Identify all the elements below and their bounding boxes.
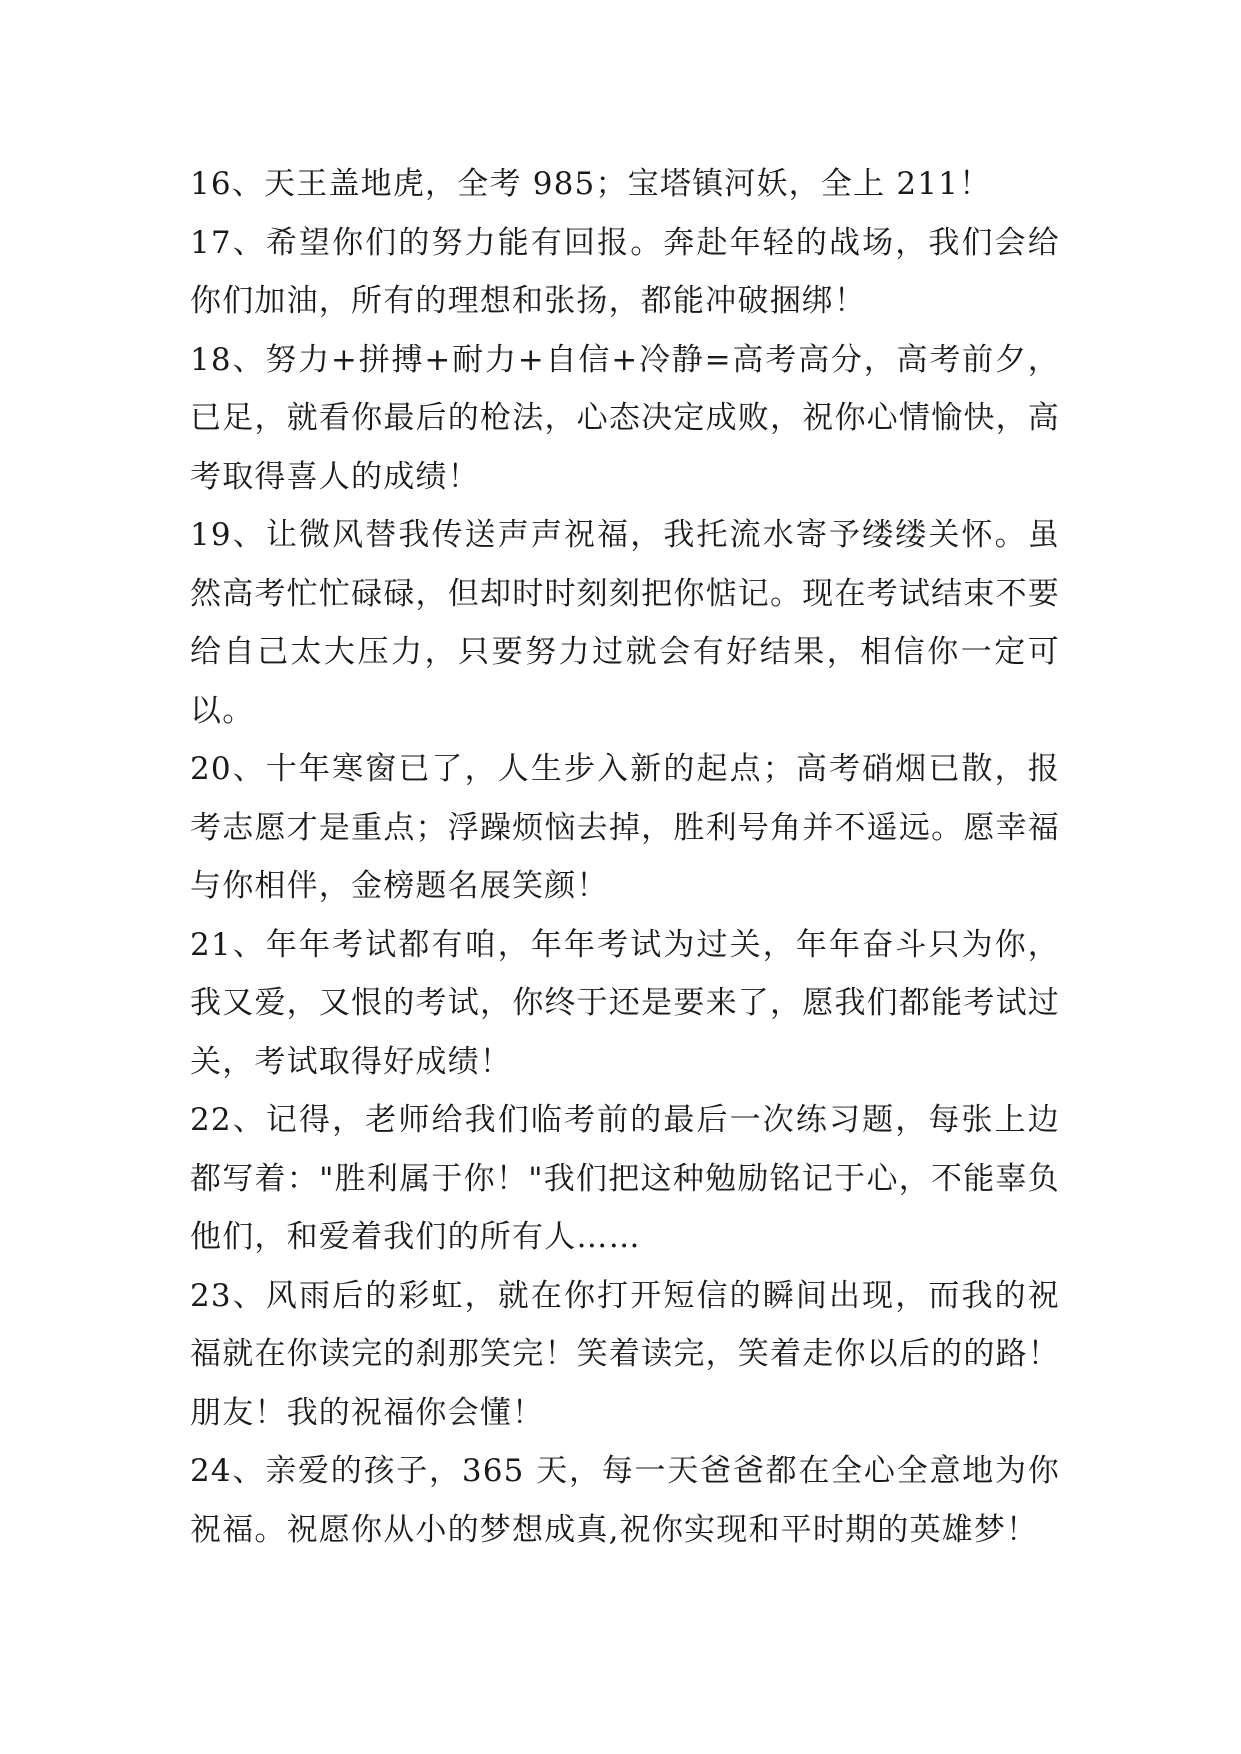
wish-item-22: 22、记得，老师给我们临考前的最后一次练习题，每张上边都写着："胜利属于你！"我们把这种勉励铭记于心，不能辜负他们，和爱着我们的所有人…… xyxy=(190,1102,1060,1255)
wish-item-20: 20、十年寒窗已了，人生步入新的起点；高考硝烟已散，报考志愿才是重点；浮躁烦恼去掉，胜利号角并不遥远。愿幸福与你相伴，金榜题名展笑颜！ xyxy=(190,751,1060,904)
wish-item-16: 16、天王盖地虎，全考 985；宝塔镇河妖，全上 211！ xyxy=(190,166,992,202)
wish-item-18: 18、努力+拼搏+耐力+自信+冷静=高考高分，高考前夕，已足，就看你最后的枪法，心态决定成败，祝你心情愉快，高考取得喜人的成绩！ xyxy=(190,341,1060,495)
wish-item-17: 17、希望你们的努力能有回报。奔赴年轻的战场，我们会给你们加油，所有的理想和张扬，都能冲破捆绑！ xyxy=(190,224,1060,319)
wish-list xyxy=(190,155,1060,1559)
wish-item-23: 23、风雨后的彩虹，就在你打开短信的瞬间出现，而我的祝福就在你读完的刹那笑完！笑着读完，笑着走你以后的的路！朋友！我的祝福你会懂！ xyxy=(190,1277,1060,1431)
wish-item-24: 24、亲爱的孩子，365 天，每一天爸爸都在全心全意地为你祝福。祝愿你从小的梦想成真,祝你实现和平时期的英雄梦！ xyxy=(190,1453,1060,1548)
wish-item-21: 21、年年考试都有咱，年年考试为过关，年年奋斗只为你，我又爱，又恨的考试，你终于还是要来了，愿我们都能考试过关，考试取得好成绩！ xyxy=(190,926,1060,1080)
wish-item-19: 19、让微风替我传送声声祝福，我托流水寄予缕缕关怀。虽然高考忙忙碌碌，但却时时刻刻把你惦记。现在考试结束不要给自己太大压力，只要努力过就会有好结果，相信你一定可以。 xyxy=(190,517,1060,729)
